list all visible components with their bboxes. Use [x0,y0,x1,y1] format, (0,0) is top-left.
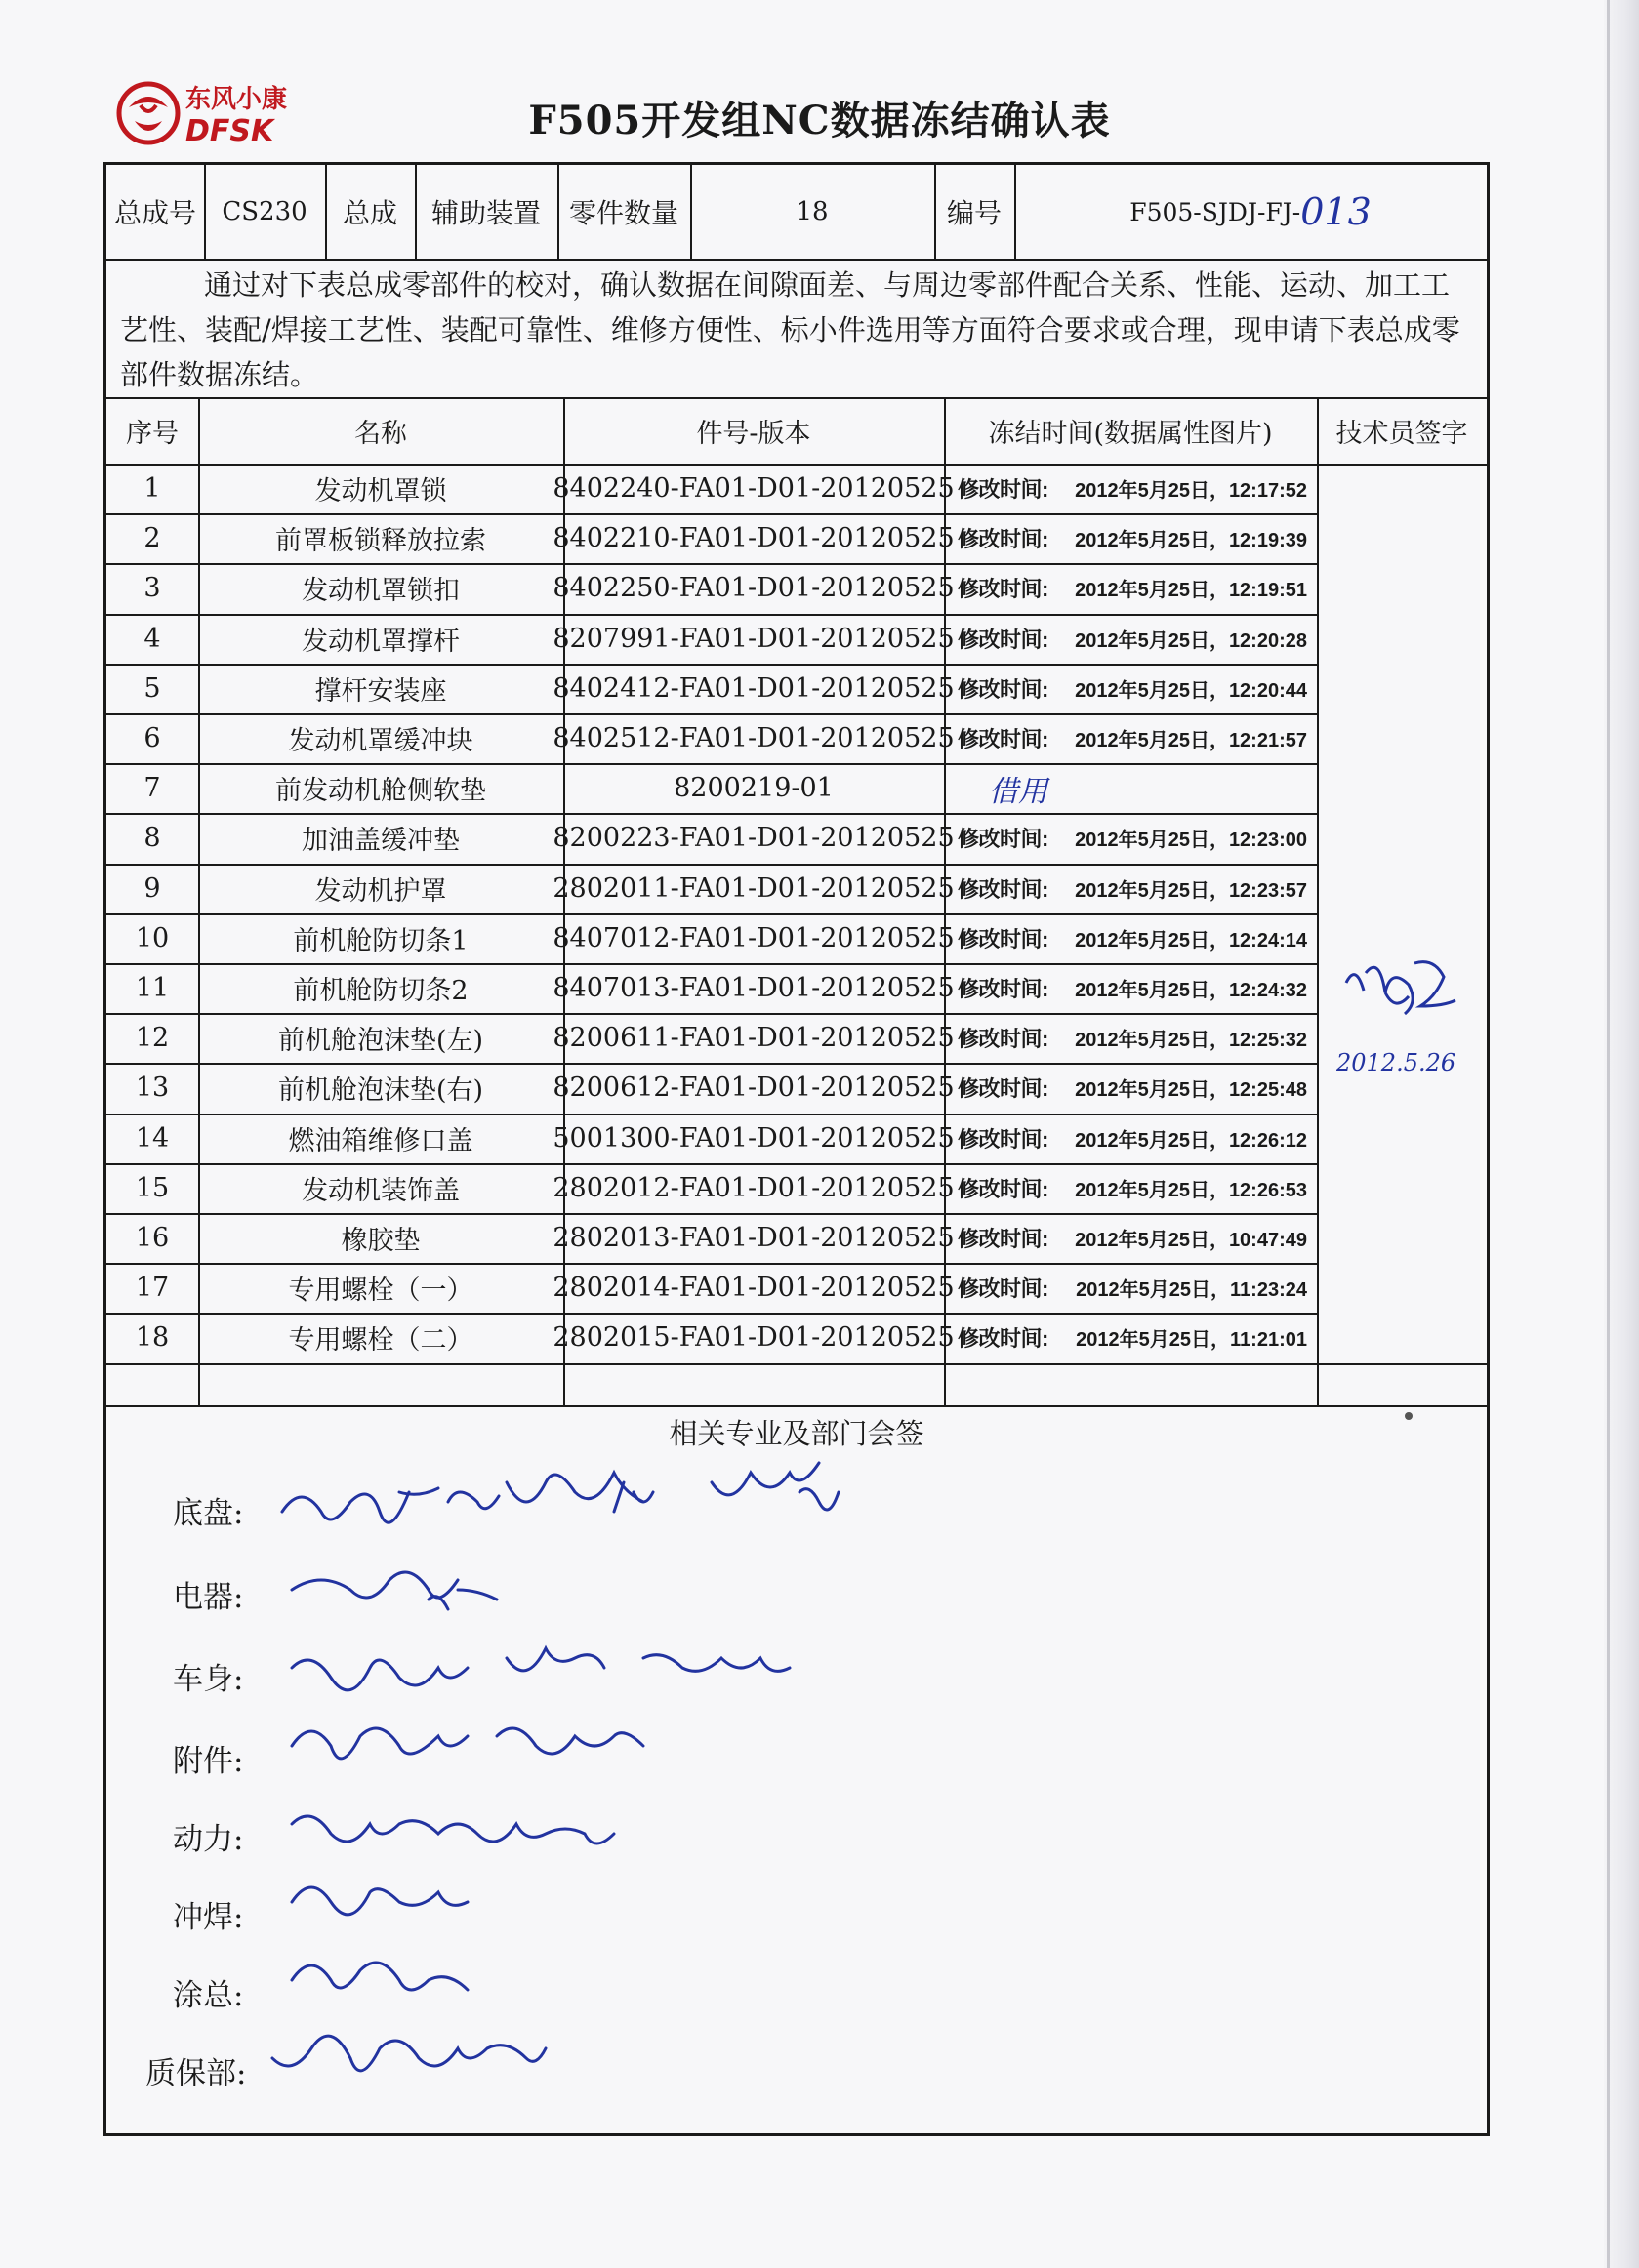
time-label: 修改时间: [958,1176,1048,1201]
scan-line [1607,0,1610,2268]
technician-sign-date: 2012.5.26 [1336,1049,1456,1076]
row-part: 8200223-FA01-D01-20120525 [553,823,955,854]
row-no: 3 [143,573,161,604]
row-part: 8402250-FA01-D01-20120525 [553,573,955,604]
th-sign: 技术员签字 [1335,418,1468,449]
row-name: 发动机罩撑杆 [302,626,460,657]
row-divider [106,713,1317,715]
time-label: 修改时间: [958,827,1048,852]
form-frame [103,162,1490,2136]
row-time [944,913,1317,963]
row-divider [106,1163,1317,1165]
row-time [944,614,1317,664]
row-no: 6 [143,723,161,753]
row-name: 前机舱泡沫垫(右) [277,1075,484,1107]
time-stamp [944,1123,1317,1154]
time-value: 2012年5月25日，12:17:52 [1075,480,1307,502]
time-value: 2012年5月25日，12:25:48 [1075,1079,1307,1102]
table-row [106,713,1487,763]
row-divider [106,763,1317,765]
signoff-title: 相关专业及部门会签 [669,1417,924,1450]
row-no: 18 [135,1322,170,1354]
row-part: 8402210-FA01-D01-20120525 [553,523,955,554]
time-stamp [944,873,1317,904]
dept-accessories: 附件: [173,1744,244,1779]
table-row [106,1313,1487,1362]
time-label: 修改时间: [958,926,1048,952]
dept-quality: 质保部: [145,2056,247,2091]
row-time [944,464,1317,513]
row-divider [106,864,1317,866]
row-part: 8200611-FA01-D01-20120525 [553,1023,955,1054]
technician-signature [1327,944,1483,1074]
time-stamp [944,523,1317,553]
row-divider [106,563,1317,565]
page-title: F505开发组NC数据冻结确认表 [528,98,1111,143]
row-no: 5 [143,672,161,704]
table-row [106,1263,1487,1313]
dept-chassis: 底盘: [173,1496,244,1531]
time-stamp [944,1023,1317,1053]
row-part: 8207991-FA01-D01-20120525 [553,623,955,654]
row-part: 2802011-FA01-D01-20120525 [553,872,955,904]
row-name: 发动机罩缓冲块 [288,726,473,756]
time-stamp [944,1073,1317,1103]
row-divider [106,664,1317,666]
row-divider [106,813,1317,815]
row-no: 11 [135,973,170,1003]
time-label: 修改时间: [958,977,1048,1001]
time-label: 修改时间: [958,627,1048,652]
time-value: 2012年5月25日，12:26:12 [1075,1129,1307,1152]
table-row [106,614,1487,664]
time-value: 2012年5月25日，12:26:53 [1075,1179,1307,1201]
scan-speck [1405,1412,1413,1420]
row-time [944,713,1317,763]
row-divider [106,1263,1317,1265]
table-row [106,1013,1487,1063]
time-stamp [944,973,1317,1003]
time-value: 2012年5月25日，12:21:57 [1075,730,1307,751]
th-part: 件号-版本 [696,418,811,449]
row-part: 8407013-FA01-D01-20120525 [553,973,955,1003]
row-time [944,1063,1317,1113]
part-count-label: 零件数量 [568,197,678,229]
time-value: 2012年5月25日，12:25:32 [1075,1030,1307,1052]
row-name: 燃油箱维修口盖 [288,1125,473,1156]
time-label: 修改时间: [958,1326,1048,1352]
dept-body: 车身: [173,1662,244,1697]
row-part: 8402412-FA01-D01-20120525 [553,672,955,704]
row-name: 橡胶垫 [341,1226,421,1256]
time-label: 修改时间: [958,727,1048,751]
row-part: 2802013-FA01-D01-20120525 [553,1223,955,1253]
row-no: 12 [135,1023,170,1054]
row-divider [106,1313,1317,1315]
time-stamp [944,723,1317,753]
table-row [106,464,1487,513]
svg-text:东风小康: 东风小康 [185,85,288,114]
time-label: 修改时间: [958,1276,1048,1302]
time-label: 修改时间: [958,1126,1048,1152]
time-value: 2012年5月25日，12:23:00 [1075,830,1307,852]
time-label: 修改时间: [958,577,1048,602]
row-name: 前机舱泡沫垫(左) [277,1026,484,1057]
row-part: 8402512-FA01-D01-20120525 [553,723,955,753]
time-value: 2012年5月25日，10:47:49 [1075,1230,1307,1251]
dept-powertrain: 动力: [173,1822,244,1857]
row-name: 前发动机舱侧软垫 [275,776,486,807]
time-stamp [944,1223,1317,1253]
dept-electrical: 电器: [173,1580,244,1615]
row-no: 1 [143,473,161,504]
row-time [944,763,1317,813]
row-time [944,813,1317,863]
row-no: 8 [143,823,161,854]
time-label: 修改时间: [958,1027,1048,1052]
row-divider [106,614,1317,616]
table-row [106,664,1487,713]
time-label: 修改时间: [958,676,1048,702]
table-row [106,1063,1487,1113]
row-name: 专用螺栓（一） [288,1276,473,1307]
time-label: 修改时间: [958,1227,1048,1251]
row-no: 16 [135,1223,170,1253]
table-row [106,563,1487,613]
table-row [106,1163,1487,1213]
row-time [944,1213,1317,1263]
time-stamp [944,923,1317,953]
assembly-label: 总成 [342,197,397,229]
assembly-value: 辅助装置 [430,197,541,229]
code-handwritten: 013 [1300,190,1372,233]
row-time [944,1163,1317,1213]
department-signatures-icon [253,1453,1327,2136]
row-no: 7 [143,773,161,804]
row-divider [106,1363,1487,1365]
time-stamp [944,473,1317,504]
time-stamp [944,1273,1317,1303]
row-divider [106,1114,1317,1115]
row-time [944,563,1317,613]
th-time: 冻结时间(数据属性图片) [988,418,1273,449]
time-value: 2012年5月25日，11:21:01 [1076,1329,1307,1352]
time-value: 2012年5月25日，12:24:14 [1075,929,1307,952]
row-part: 5001300-FA01-D01-20120525 [553,1122,955,1154]
row-no: 14 [135,1122,170,1154]
row-part: 2802015-FA01-D01-20120525 [553,1322,955,1354]
row-part: 8407012-FA01-D01-20120525 [553,922,955,953]
time-value: 2012年5月25日，12:24:32 [1075,980,1307,1001]
code-printed: F505-SJDJ-FJ- [1129,197,1301,226]
table-row [106,913,1487,963]
row-name: 发动机装饰盖 [302,1175,460,1206]
row-part: 8200612-FA01-D01-20120525 [553,1073,955,1104]
row-name: 专用螺栓（二） [288,1325,473,1357]
table-row [106,813,1487,863]
row-no: 10 [135,922,170,953]
intro-paragraph: 通过对下表总成零部件的校对，确认数据在间隙面差、与周边零部件配合关系、性能、运动、加工工艺性、装配/焊接工艺性、装配可靠性、维修方便性、标小件选用等方面符合要求或合理，现申请下表总成零部件数据冻结。 [120,268,1460,391]
table-row [106,513,1487,563]
row-no: 9 [143,872,161,904]
row-part: 2802012-FA01-D01-20120525 [553,1172,955,1203]
table-row [106,763,1487,813]
row-time [944,864,1317,913]
time-value: 2012年5月25日，12:23:57 [1075,879,1307,902]
row-part: 2802014-FA01-D01-20120525 [553,1273,955,1304]
svg-text:DFSK: DFSK [185,114,274,148]
row-part: 8402240-FA01-D01-20120525 [553,473,955,504]
row-name: 发动机罩锁扣 [302,576,460,607]
time-value: 2012年5月25日，12:20:28 [1075,629,1307,652]
row-name: 发动机护罩 [314,875,447,907]
part-count-value: 18 [796,197,829,226]
row-divider [106,963,1317,965]
time-value: 2012年5月25日，11:23:24 [1076,1279,1307,1302]
time-value: 2012年5月25日，12:20:44 [1075,679,1307,702]
row-divider [106,913,1317,915]
code-label: 编号 [946,197,1002,229]
table-row [106,1114,1487,1163]
row-name: 加油盖缓冲垫 [302,826,460,857]
time-stamp [944,1173,1317,1203]
time-value: 2012年5月25日，12:19:39 [1075,530,1307,552]
time-value: 2012年5月25日，12:19:51 [1075,580,1307,602]
dept-painting: 涂总: [173,1978,244,2013]
table-row [106,1213,1487,1263]
row-name: 发动机罩锁 [314,476,447,506]
row-no: 15 [135,1172,170,1203]
time-label: 修改时间: [958,1076,1048,1102]
time-stamp [944,1322,1317,1353]
row-time [944,1313,1317,1362]
row-divider [106,1063,1317,1065]
row-time [944,1013,1317,1063]
row-time [944,513,1317,563]
row-name: 前机舱防切条1 [293,925,469,956]
row-divider [106,1213,1317,1215]
time-label: 修改时间: [958,477,1048,502]
dept-welding: 冲焊: [173,1900,244,1935]
table-header-row [106,397,1487,464]
row-note: 借用 [989,774,1047,809]
header-divider [106,464,1487,466]
row-part: 8200219-01 [674,773,834,804]
time-stamp [944,624,1317,654]
code-value [1014,165,1487,259]
time-stamp [944,823,1317,853]
time-label: 修改时间: [958,876,1048,902]
assembly-no-label: 总成号 [113,197,196,229]
time-stamp [944,573,1317,603]
th-no: 序号 [126,418,179,449]
row-no: 2 [143,523,161,554]
row-name: 撑杆安装座 [314,675,447,707]
table-row [106,963,1487,1013]
row-time [944,1263,1317,1313]
row-no: 4 [143,623,161,654]
th-name: 名称 [354,418,407,449]
row-time [944,1114,1317,1163]
row-time [944,963,1317,1013]
time-stamp [944,673,1317,704]
row-name: 前机舱防切条2 [293,976,469,1006]
row-name: 前罩板锁释放拉索 [275,526,486,557]
row-no: 17 [135,1273,170,1304]
row-time [944,664,1317,713]
assembly-no-value: CS230 [222,197,307,226]
time-label: 修改时间: [958,527,1048,552]
table-row [106,864,1487,913]
row-divider [106,513,1317,515]
row-divider [106,1013,1317,1015]
row-no: 13 [135,1073,170,1104]
